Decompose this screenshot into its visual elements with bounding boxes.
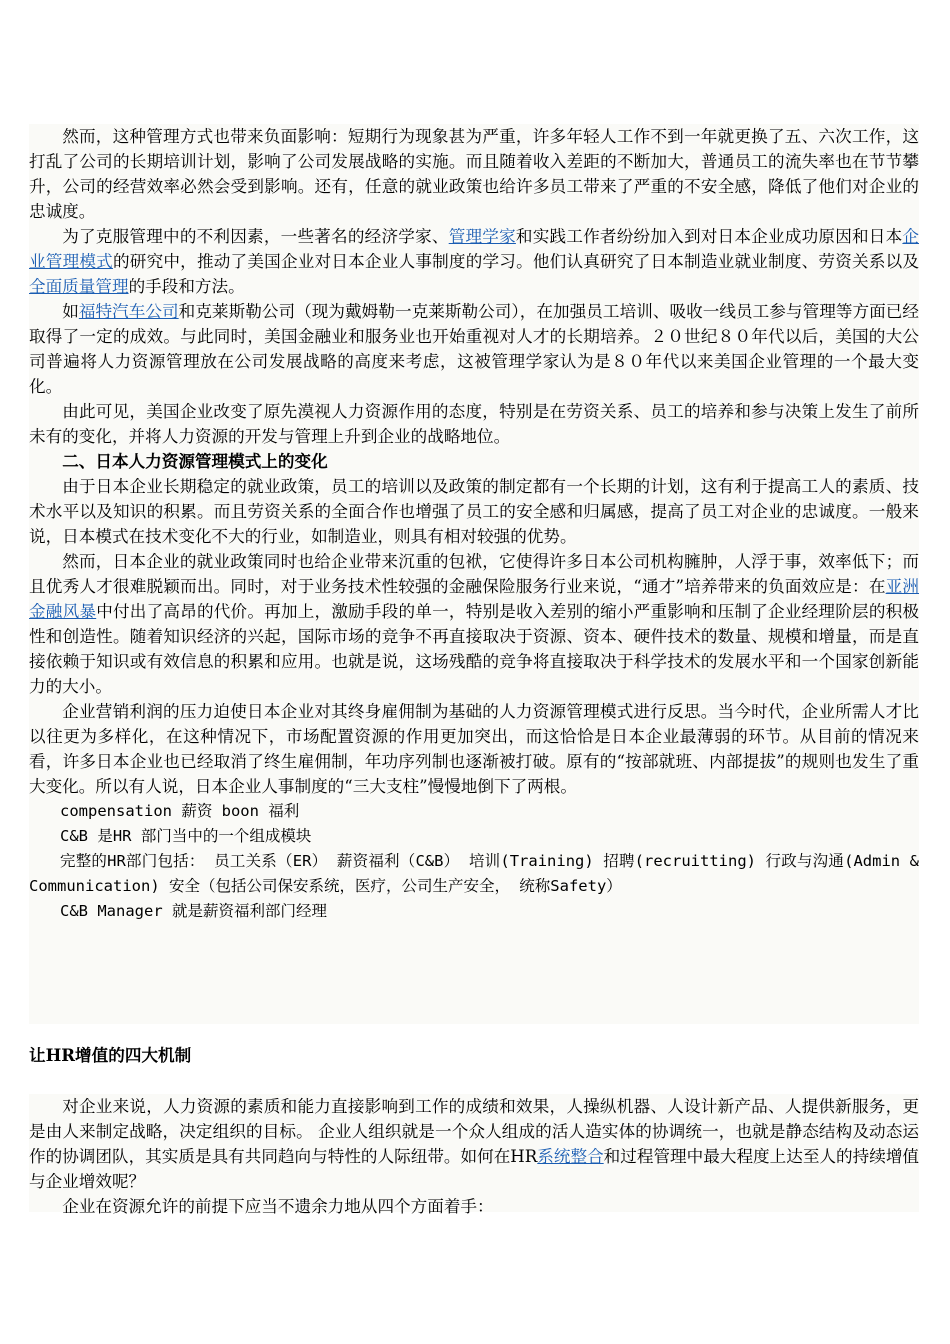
paragraph: 对企业来说，人力资源的素质和能力直接影响到工作的成绩和效果，人操纵机器、人设计新产品、人提供新服务，更是由人来制定战略，决定组织的目标。 企业人组织就是一个众人组成的活人造实体的协调统一，也就是静态结构及动态运作的协调团队，其实质是具有共同趋向与特性的人际纽带。如何在HR系统整合和过程管理中最大程度上达至人的持续增值与企业增效呢？ — [29, 1097, 920, 1191]
link-enterprise-management-model[interactable]: 企业管理模式 — [29, 227, 919, 271]
link-system-integration[interactable]: 系统整合 — [537, 1147, 604, 1166]
section-title: 让HR增值的四大机制 — [29, 1045, 192, 1065]
paragraph: 然而，日本企业的就业政策同时也给企业带来沉重的包袱，它使得许多日本公司机构臃肿，人浮于事，效率低下；而且优秀人才很难脱颖而出。同时，对于业务技术性较强的金融保险服务行业来说，“通才”培养带来的负面效应是：在亚洲金融风暴中付出了高昂的代价。再加上，激励手段的单一，特别是收入差别的缩小严重影响和压制了企业经理阶层的积极性和创造性。随着知识经济的兴起，国际市场的竞争不再直接取决于资源、资本、硬件技术的数量、规模和增量，而是直接依赖于知识或有效信息的积累和应用。也就是说，这场残酷的竞争将直接取决于科学技术的发展水平和一个国家创新能力的大小。 — [29, 552, 920, 696]
article-body-2 — [29, 1094, 919, 1219]
paragraph: 由此可见，美国企业改变了原先漠视人力资源作用的态度，特别是在劳资关系、员工的培养和参与决策上发生了前所未有的变化，并将人力资源的开发与管理上升到企业的战略地位。 — [29, 402, 919, 446]
section-heading: 二、日本人力资源管理模式上的变化 — [62, 451, 328, 471]
link-management-scholar[interactable]: 管理学家 — [448, 227, 516, 246]
paragraph-note: compensation 薪资 boon 福利 — [60, 802, 300, 820]
paragraph: 然而，这种管理方式也带来负面影响：短期行为现象甚为严重，许多年轻人工作不到一年就更换了五、六次工作，这打乱了公司的长期培训计划，影响了公司发展战略的实施。而且随着收入差距的不断加大，普通员工的流失率也在节节攀升，公司的经营效率必然会受到影响。还有，任意的就业政策也给许多员工带来了严重的不安全感，降低了他们对企业的忠诚度。 — [29, 127, 919, 221]
paragraph: 企业营销利润的压力迫使日本企业对其终身雇佣制为基础的人力资源管理模式进行反思。当今时代，企业所需人才比以往更为多样化，在这种情况下，市场配置资源的作用更加突出，而这恰恰是日本企业最薄弱的环节。从目前的情况来看，许多日本企业也已经取消了终生雇佣制，年功序列制也逐渐被打破。原有的“按部就班、内部提拔”的规则也发生了重大变化。所以有人说，日本企业人事制度的“三大支柱”慢慢地倒下了两根。 — [29, 702, 919, 796]
paragraph-note: C&B 是HR 部门当中的一个组成模块 — [60, 827, 312, 845]
paragraph: 为了克服管理中的不利因素，一些著名的经济学家、管理学家和实践工作者纷纷加入到对日本企业成功原因和日本企业管理模式的研究中，推动了美国企业对日本企业人事制度的学习。他们认真研究了日本制造业就业制度、劳资关系以及全面质量管理的手段和方法。 — [29, 227, 920, 296]
link-ford-motor[interactable]: 福特汽车公司 — [78, 302, 179, 321]
paragraph: 企业在资源允许的前提下应当不遗余力地从四个方面着手： — [62, 1197, 494, 1216]
link-total-quality-management[interactable]: 全面质量管理 — [29, 277, 129, 296]
article-body — [29, 124, 919, 924]
paragraph: 由于日本企业长期稳定的就业政策，员工的培训以及政策的制定都有一个长期的计划，这有利于提高工人的素质、技术水平以及知识的积累。而且劳资关系的全面合作也增强了员工的安全感和归属感，提高了员工对企业的忠诚度。一般来说，日本模式在技术变化不大的行业，如制造业，则具有相对较强的优势。 — [29, 477, 919, 546]
paragraph-note: 完整的HR部门包括： 员工关系（ER） 薪资福利（C&B） 培训(Training) 招聘(recruitting) 行政与沟通(Admin & Communication) 安全（包括公司保安系统，医疗，公司生产安全， 统称Safety） — [29, 852, 919, 895]
paragraph-note: C&B Manager 就是薪资福利部门经理 — [60, 902, 327, 920]
paragraph: 如福特汽车公司和克莱斯勒公司（现为戴姆勒一克莱斯勒公司），在加强员工培训、吸收一线员工参与管理等方面已经取得了一定的成效。与此同时，美国金融业和服务业也开始重视对人才的长期培养。２０世纪８０年代以后，美国的大公司普遍将人力资源管理放在公司发展战略的高度来考虑，这被管理学家认为是８０年代以来美国企业管理的一个最大变化。 — [29, 302, 919, 396]
link-asian-financial-crisis[interactable]: 亚洲金融风暴 — [29, 577, 920, 621]
